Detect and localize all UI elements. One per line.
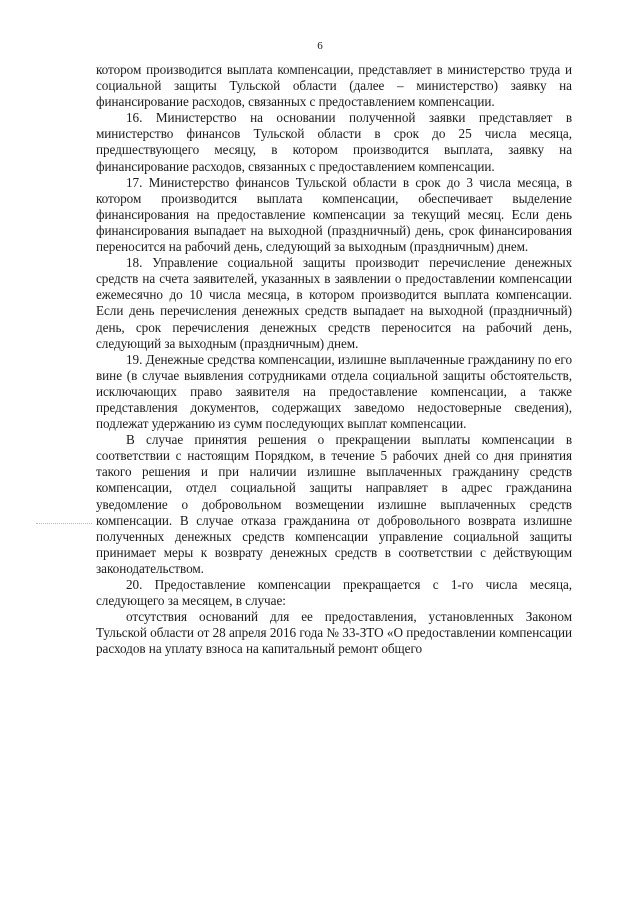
paragraph-continuation: котором производится выплата компенсации, представляет в министерство труда и социальной защиты Тульской области (далее – министерство) заявку на финансирование расходов, связанных с предоставлением компенсации.	[96, 62, 572, 110]
paragraph-18: 18. Управление социальной защиты производит перечисление денежных средств на счета заявителей, указанных в заявлении о предоставлении компенсации ежемесячно до 10 числа месяца, в котором производится выплата компенсации. Если день перечисления денежных средств выпадает на выходной (праздничный) день, срок перечисления денежных средств переносится на рабочий день, следующий за выходным (праздничным) днем.	[96, 255, 572, 351]
paragraph-20: 20. Предоставление компенсации прекращается с 1-го числа месяца, следующего за месяцем, в случае:	[96, 577, 572, 609]
paragraph-19-refund: В случае принятия решения о прекращении выплаты компенсации в соответствии с настоящим Порядком, в течение 5 рабочих дней со дня принятия такого решения и при наличии излишне выплаченных гражданину средств компенсации, отдел социальной защиты направляет в адрес гражданина уведомление о добровольном возмещении излишне выплаченных средств компенсации. В случае отказа гражданина от добровольного возврата излишне полученных денежных средств компенсации управление социальной защиты принимает меры к возврату денежных средств в соответствии с действующим законодательством.	[96, 432, 572, 576]
document-body	[96, 62, 572, 657]
page-number: 6	[317, 40, 323, 52]
margin-mark	[36, 523, 92, 524]
paragraph-17: 17. Министерство финансов Тульской области в срок до 3 числа месяца, в котором производится выплата компенсации, обеспечивает выделение финансирования на предоставление компенсации за текущий месяц. Если день финансирования выпадает на выходной (праздничный) день, срок финансирования переносится на рабочий день, следующий за выходным (праздничным) днем.	[96, 174, 572, 255]
paragraph-16: 16. Министерство на основании полученной заявки представляет в министерство финансов Тульской области в срок до 25 числа месяца, предшествующего месяцу, в котором производится выплата, заявку на финансирование расходов, связанных с предоставлением компенсации.	[96, 110, 572, 174]
paragraph-20-item: отсутствия оснований для ее предоставления, установленных Законом Тульской области от 28 апреля 2016 года № 33-ЗТО «О предоставлении компенсации расходов на уплату взноса на капитальный ремонт общего	[96, 609, 572, 657]
paragraph-19: 19. Денежные средства компенсации, излишне выплаченные гражданину по его вине (в случае выявления сотрудниками отдела социальной защиты обстоятельств, исключающих право заявителя на предоставление компенсации, а также представления документов, содержащих заведомо недостоверные сведения), подлежат удержанию из сумм последующих выплат компенсации.	[96, 351, 572, 432]
